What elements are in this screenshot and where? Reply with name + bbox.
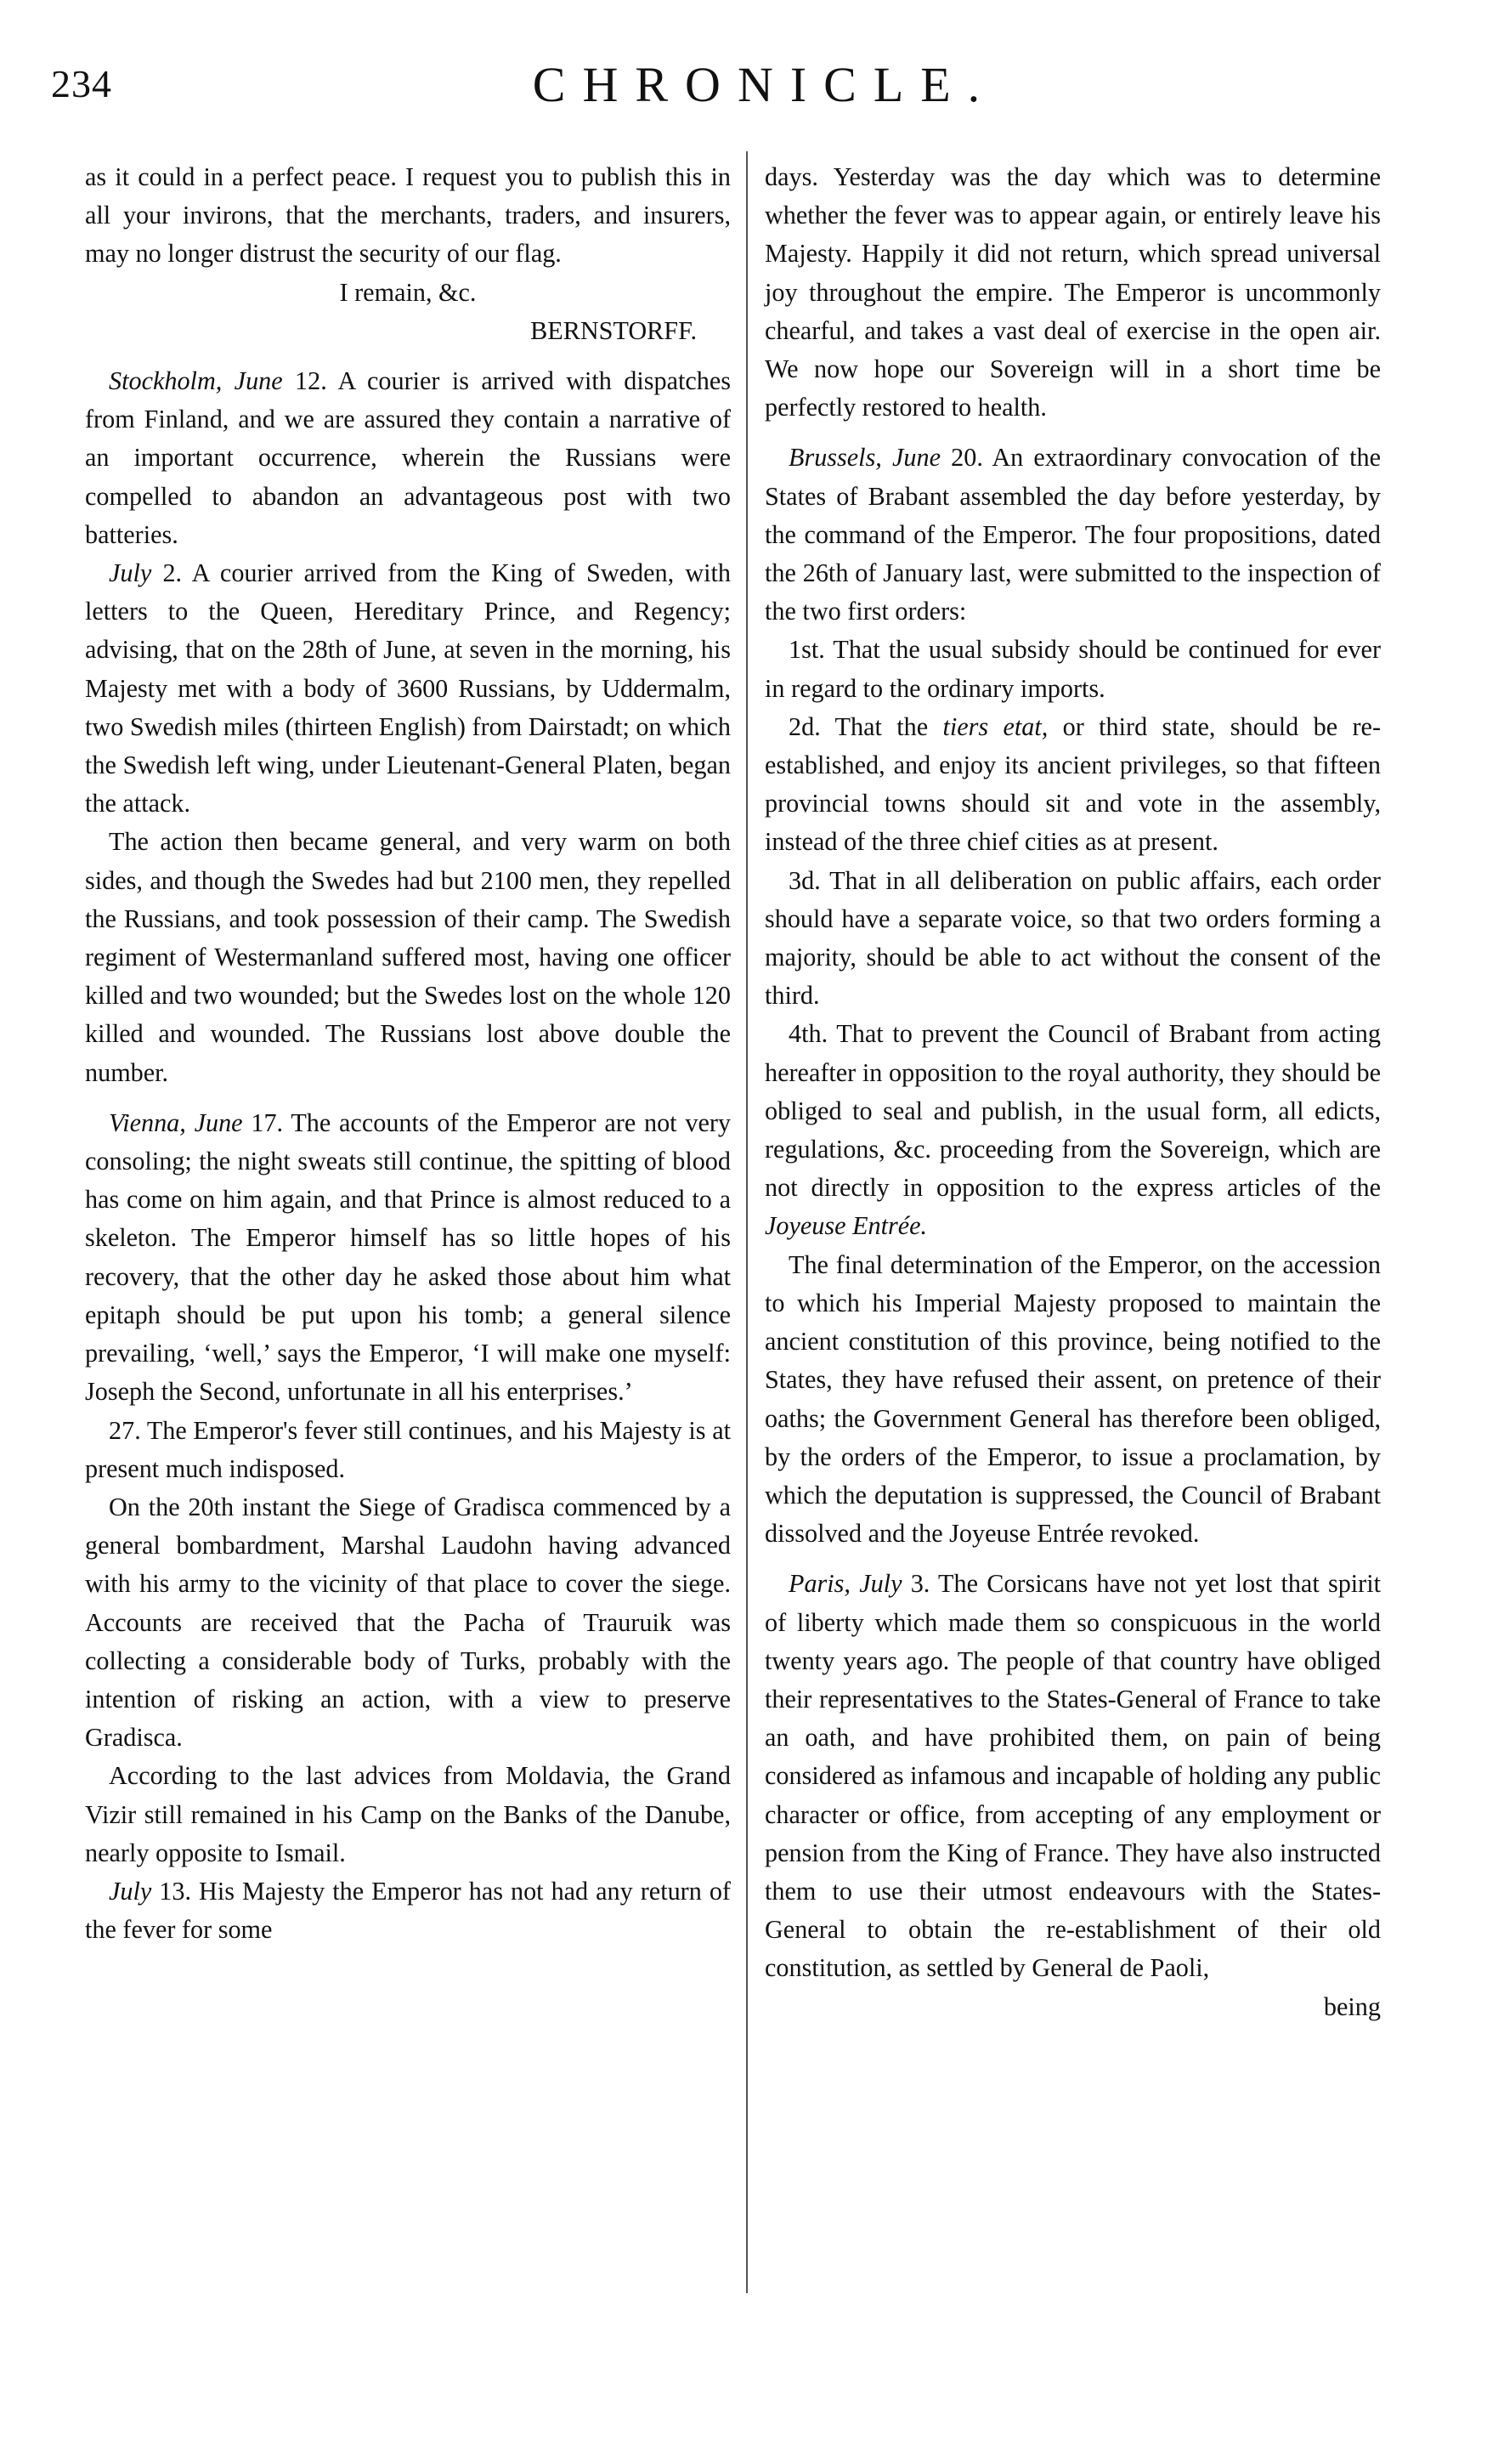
dateline: July (109, 1876, 152, 1906)
dispatch-july-13 (85, 1872, 731, 1949)
dispatch-paris (765, 1565, 1381, 1987)
text-part: 2d. That the (789, 711, 943, 741)
dateline: Brussels, June (789, 443, 941, 473)
italic-term: tiers etat, (942, 711, 1049, 741)
left-column (85, 158, 731, 1949)
proposition-3: 3d. That in all deliberation on public affairs, each order should have a separate voice, so that two orders forming a majority, should be able to act without the consent of the third. (765, 865, 1381, 1011)
text-part: 4th. That to prevent the Council of Brabant from acting hereafter in opposition to the royal authority, they should be obliged to seal and publish, in the usual form, all edicts, regulations, &c. proceeding from the Sovereign, which are not directly in opposition to the express articles of the (765, 1019, 1381, 1203)
paragraph: as it could in a perfect peace. I request you to publish this in all your invirons, that the merchants, traders, and insurers, may no longer distrust the security of our flag. (85, 162, 731, 269)
paragraph: On the 20th instant the Siege of Gradisca commenced by a general bombardment, Marshal Laudohn having advanced with his army to the vicinity of that place to cover the siege. Accounts are received that the Pacha of Trauruik was collecting a considerable body of Turks, probably with the intention of risking an action, with a view to preserve Gradisca. (85, 1492, 731, 1753)
paragraph: The final determination of the Emperor, on the accession to which his Imperial Majesty proposed to maintain the ancient constitution of this province, being notified to the States, they have refused their assent, on pretence of their oaths; the Government General has therefore been obliged, by the orders of the Emperor, to issue a proclamation, by which the deputation is suppressed, the Council of Brabant dissolved and the Joyeuse Entrée revoked. (765, 1249, 1381, 1549)
closing-line: I remain, &c. (339, 277, 477, 307)
page-number: 234 (51, 62, 112, 105)
dateline: Vienna, June (109, 1107, 243, 1137)
paragraph: 27. The Emperor's fever still continues, and his Majesty is at present much indisposed. (85, 1415, 731, 1483)
proposition-1: 1st. That the usual subsidy should be continued for ever in regard to the ordinary imports. (765, 635, 1381, 703)
paragraph: The action then became general, and very warm on both sides, and though the Swedes had but 2100 men, they repelled the Russians, and took possession of their camp. The Swedish regiment of Westermanland suffered most, having one officer killed and two wounded; but the Swedes lost on the whole 120 killed and wounded. The Russians lost above double the number. (85, 827, 731, 1087)
signature: BERNSTORFF. (530, 315, 697, 345)
proposition-4 (765, 1015, 1381, 1245)
dateline: Paris, July (789, 1569, 902, 1599)
dispatch-vienna (85, 1104, 731, 1412)
dispatch-stockholm (85, 362, 731, 554)
dispatch-sweden (85, 554, 731, 823)
proposition-2 (765, 708, 1381, 862)
italic-term: Joyeuse Entrée. (765, 1211, 928, 1241)
dispatch-text: 13. His Majesty the Emperor has not had any return of the fever for some (85, 1876, 731, 1945)
dateline: Stockholm, June (109, 366, 283, 396)
right-column (765, 158, 1381, 2026)
dispatch-text: 12. A courier is arrived with dispatches from Finland, and we are assured they contain a narrative of an important occurrence, wherein the Russians were compelled to abandon an advantageous post with two batteries. (85, 366, 731, 549)
text-part: or third state, should be re-established, and enjoy its ancient privileges, so that fifteen provincial towns should sit and vote in the assembly, instead of the three chief cities as at present. (765, 711, 1381, 857)
column-divider (746, 151, 748, 2293)
catchword: being (1323, 1991, 1381, 2021)
dispatch-text: 2. A courier arrived from the King of Sweden, with letters to the Queen, Hereditary Prince, and Regency; advising, that on the 28th of June, at seven in the morning, his Majesty met with a body of 3600 Russians, by Uddermalm, two Swedish miles (thirteen English) from Dairstadt; on which the Swedish left wing, under Lieutenant-General Platen, began the attack. (85, 558, 731, 819)
paragraph: days. Yesterday was the day which was to determine whether the fever was to appear again, or entirely leave his Majesty. Happily it did not return, which spread universal joy throughout the empire. The Emperor is uncommonly chearful, and takes a vast deal of exercise in the open air. We now hope our Sovereign will in a short time be perfectly restored to health. (765, 162, 1381, 422)
dispatch-text: 3. The Corsicans have not yet lost that spirit of liberty which made them so conspicuous in the world twenty years ago. The people of that country have obliged their representatives to the States-General of France to take an oath, and have prohibited them, on pain of being considered as infamous and incapable of holding any public character or office, from accepting of any employment or pension from the King of France. They have also instructed them to use their utmost endeavours with the States-General to obtain the re-establishment of their old constitution, as settled by General de Paoli, (765, 1569, 1381, 1983)
dispatch-text: 20. An extraordinary convocation of the States of Brabant assembled the day before yesterday, by the command of the Emperor. The four propositions, dated the 26th of January last, were submitted to the inspection of the two first orders: (765, 443, 1382, 626)
dispatch-brussels (765, 439, 1381, 631)
paragraph: According to the last advices from Moldavia, the Grand Vizir still remained in his Camp on the Banks of the Danube, nearly opposite to Ismail. (85, 1761, 731, 1867)
dispatch-text: 17. The accounts of the Emperor are not very consoling; the night sweats still continue, the spitting of blood has come on him again, and that Prince is almost reduced to a skeleton. The Emperor himself has so little hopes of his recovery, that the other day he asked those about him what epitaph should be put upon his tomb; a general silence prevailing, ‘well,’ says the Emperor, ‘I will make one myself: Joseph the Second, unfortunate in all his enterprises.’ (85, 1107, 731, 1407)
dateline: July (109, 558, 152, 588)
running-title: CHRONICLE. (532, 57, 998, 112)
